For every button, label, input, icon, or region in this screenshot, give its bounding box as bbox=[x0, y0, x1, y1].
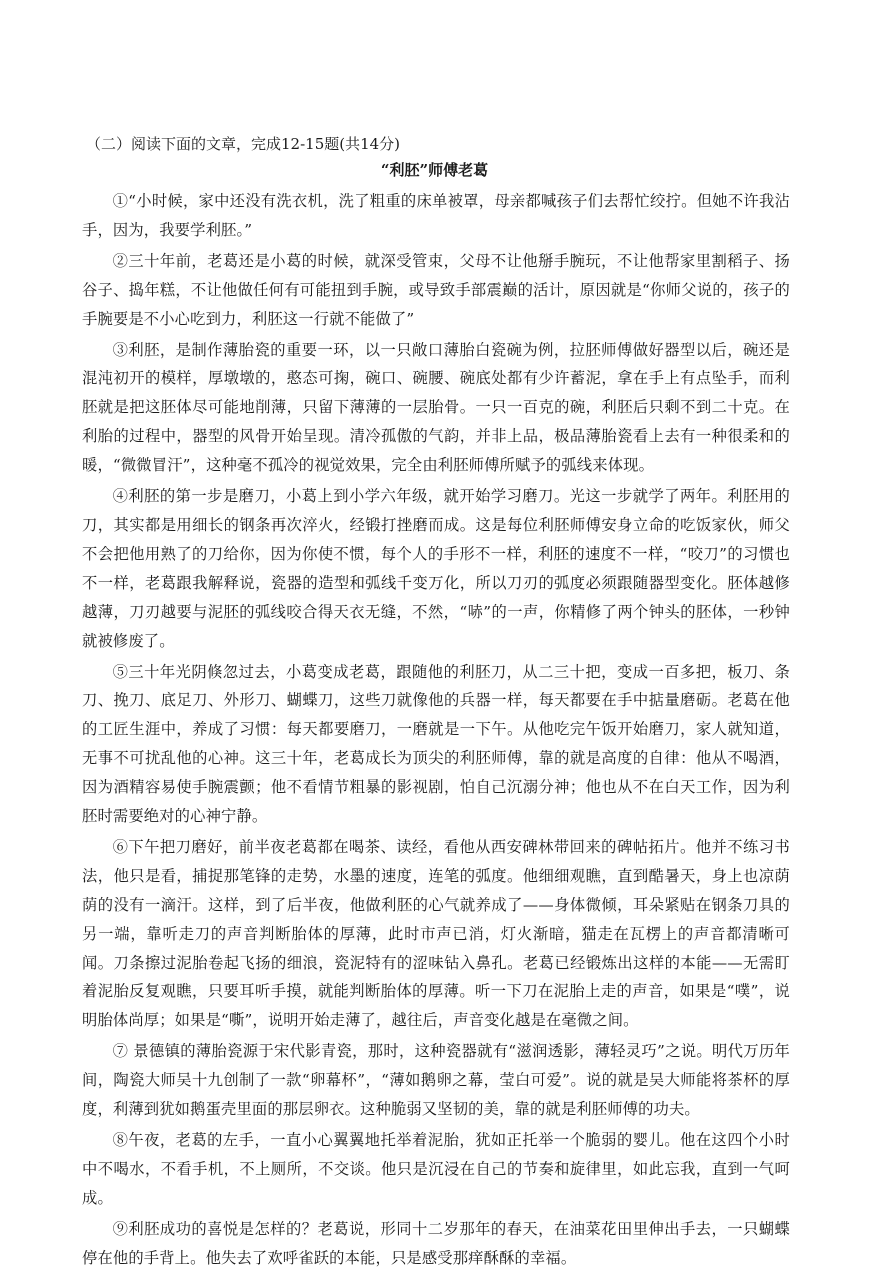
paragraph-5: ⑤三十年光阴倏忽过去，小葛变成老葛，跟随他的利胚刀，从二三十把，变成一百多把，板刀、条刀、挽刀、底足刀、外形刀、蝴蝶刀，这些刀就像他的兵器一样，每天都要在手中掂量磨砺。老葛在他的工匠生涯中，养成了习惯：每天都要磨刀，一磨就是一下午。从他吃完午饭开始磨刀，家人就知道，无事不可扰乱他的心神。这三十年，老葛成长为顶尖的利胚师傅，靠的就是高度的自律：他从不喝酒，因为酒精容易使手腕震颤；他不看情节粗暴的影视剧，怕自己沉溺分神；他也从不在白天工作，因为利胚时需要绝对的心神宁静。 bbox=[82, 662, 790, 826]
paragraph-3: ③利胚，是制作薄胎瓷的重要一环，以一只敞口薄胎白瓷碗为例，拉胚师傅做好器型以后，碗还是混沌初开的模样，厚墩墩的，憨态可掬，碗口、碗腰、碗底处都有少许蓄泥，拿在手上有点坠手，而利胚就是把这胚体尽可能地削薄，只留下薄薄的一层胎骨。一只一百克的碗，利胚后只剩不到二十克。在利胎的过程中，器型的风骨开始呈现。清冷孤傲的气韵，并非上品，极品薄胎瓷看上去有一种很柔和的暖，“微微冒汗”，这种毫不孤冷的视觉效果，完全由利胚师傅所赋予的弧线来体现。 bbox=[82, 340, 790, 475]
section-intro: （二）阅读下面的文章，完成12-15题(共14分) bbox=[86, 135, 401, 153]
paragraph-2: ②三十年前，老葛还是小葛的时候，就深受管束，父母不让他掰手腕玩，不让他帮家里割稻子、扬谷子、捣年糕，不让他做任何有可能扭到手腕，或导致手部震巅的活计，原因就是“你师父说的，孩子的手腕要是不小心吃到力，利胚这一行就不能做了” bbox=[82, 251, 790, 328]
paragraph-9: ⑨利胚成功的喜悦是怎样的？老葛说，形同十二岁那年的春天，在油菜花田里伸出手去，一只蝴蝶停在他的手背上。他失去了欢呼雀跃的本能，只是感受那痒酥酥的幸福。 bbox=[82, 1219, 790, 1267]
paragraph-1: ①“小时候，家中还没有洗衣机，洗了粗重的床单被罩，母亲都喊孩子们去帮忙绞拧。但她不许我沾手，因为，我要学利胚。” bbox=[82, 192, 790, 239]
paragraph-8: ⑧午夜，老葛的左手，一直小心翼翼地托举着泥胎，犹如正托举一个脆弱的婴儿。他在这四个小时中不喝水，不看手机，不上厕所，不交谈。他只是沉浸在自己的节奏和旋律里，如此忘我，直到一气呵成。 bbox=[82, 1131, 790, 1207]
paragraph-4: ④利胚的第一步是磨刀，小葛上到小学六年级，就开始学习磨刀。光这一步就学了两年。利胚用的刀，其实都是用细长的钢条再次淬火，经锻打挫磨而成。这是每位利胚师傅安身立命的吃饭家伙，师父不会把他用熟了的刀给你，因为你使不惯，每个人的手形不一样，利胚的速度不一样，“咬刀”的习惯也不一样，老葛跟我解释说，瓷器的造型和弧线千变万化，所以刀刃的弧度必须跟随器型变化。胚体越修越薄，刀刃越要与泥胚的弧线咬合得天衣无缝，不然，“哧”的一声，你精修了两个钟头的胚体，一秒钟就被修废了。 bbox=[82, 487, 790, 650]
article-title: “利胚”师傅老葛 bbox=[380, 161, 489, 179]
article-body bbox=[82, 187, 790, 1275]
paragraph-7: ⑦ 景德镇的薄胎瓷源于宋代影青瓷，那时，这种瓷器就有“滋润透影，薄轻灵巧”之说。明代万历年间，陶瓷大师吴十九创制了一款“卵幕杯”，“薄如鹅卵之幕，莹白可爱”。说的就是吴大师能将茶杯的厚度，利薄到犹如鹅蛋壳里面的那层卵衣。这种脆弱又坚韧的美，靠的就是利胚师傅的功夫。 bbox=[82, 1042, 790, 1119]
paragraph-6: ⑥下午把刀磨好，前半夜老葛都在喝茶、读经，看他从西安碑林带回来的碑帖拓片。他并不练习书法，他只是看，捕捉那笔锋的走势，水墨的速度，连笔的弧度。他细细观瞧，直到酷暑天，身上也凉荫荫的没有一滴汗。这样，到了后半夜，他做利胚的心气就养成了——身体微倾，耳朵紧贴在钢条刀具的另一端，靠听走刀的声音判断胎体的厚薄，此时市声已消，灯火渐暗，猫走在瓦楞上的声音都清晰可闻。刀条擦过泥胎卷起飞扬的细浪，瓷泥特有的涩味钻入鼻孔。老葛已经锻炼出这样的本能——无需盯着泥胎反复观瞧，只要耳听手摸，就能判断胎体的厚薄。听一下刀在泥胎上走的声音，如果是“噗”，说明胎体尚厚；如果是“嘶”，说明开始走薄了，越往后，声音变化越是在毫微之间。 bbox=[82, 837, 790, 1030]
